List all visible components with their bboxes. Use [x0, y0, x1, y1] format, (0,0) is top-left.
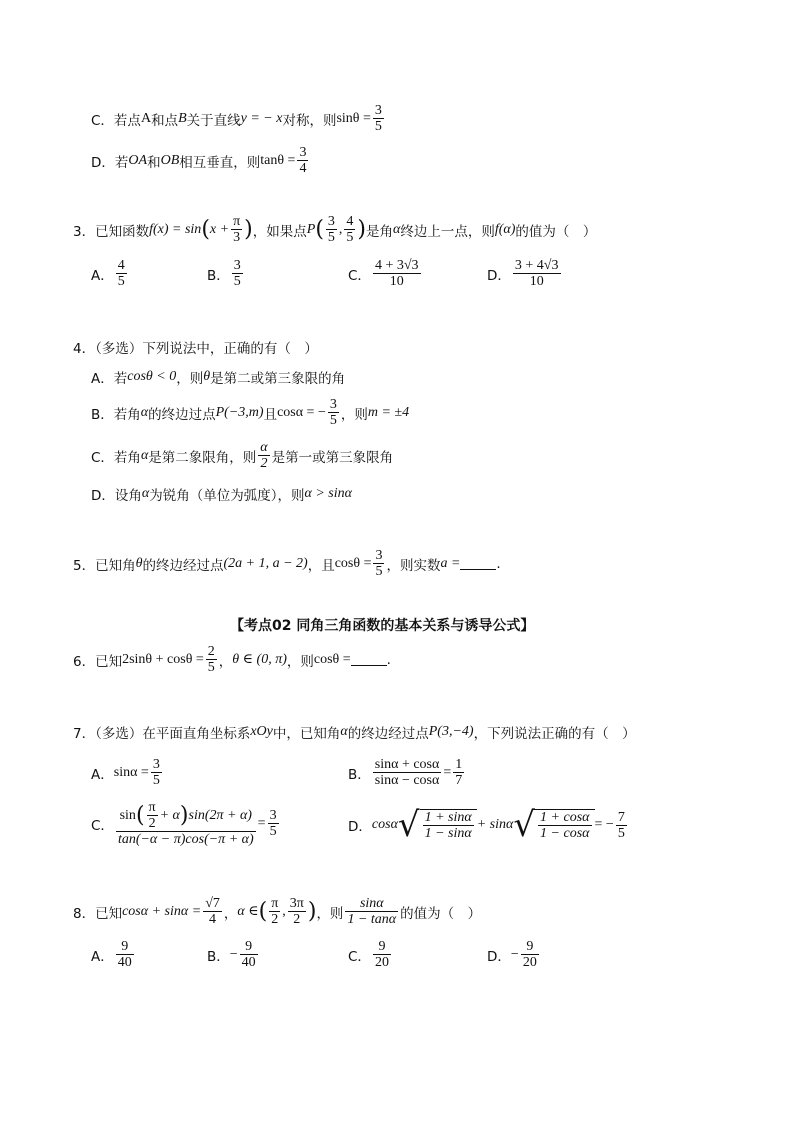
- point-b: B: [178, 110, 187, 126]
- q2-c-text: 关于直线: [186, 112, 241, 129]
- fraction-denominator: 20: [374, 955, 389, 970]
- text-span: ，则: [316, 905, 344, 922]
- text-span: 5．已知角: [73, 557, 136, 574]
- fraction-denominator: 5: [329, 413, 337, 428]
- math-symbol: (: [258, 898, 268, 924]
- fraction-numerator: 9: [521, 939, 539, 955]
- text-span: D．: [348, 819, 372, 835]
- math-expression: cosα: [371, 817, 398, 832]
- point-a: A: [140, 110, 152, 126]
- fraction-denominator: 5: [269, 824, 277, 839]
- math-expression: θ: [203, 369, 211, 384]
- fraction: [116, 258, 127, 289]
- answer-blank[interactable]: [460, 557, 496, 570]
- fraction: [345, 896, 398, 927]
- fraction: [328, 397, 339, 428]
- fraction-denominator: 5: [374, 119, 382, 134]
- math-expression: P(3,−4): [428, 724, 474, 739]
- text-span: 为锐角（单位为弧度），则: [149, 488, 305, 504]
- paren-right: ): [357, 216, 366, 242]
- math-expression: xOy: [250, 724, 273, 739]
- math-expression: cosθ < 0: [127, 369, 177, 384]
- fraction-denominator: 5: [152, 773, 160, 788]
- q8-option-a: [91, 939, 136, 970]
- math-symbol: √: [397, 805, 420, 845]
- fraction: [231, 214, 242, 245]
- fraction: [297, 145, 308, 176]
- math-expression: 2sinθ + cosθ =: [122, 651, 204, 667]
- fraction-numerator: 3: [374, 103, 382, 118]
- q7-stem: [73, 722, 636, 742]
- fraction: [258, 440, 269, 471]
- fraction-numerator: 3: [375, 548, 383, 563]
- fraction-numerator: α: [260, 440, 268, 455]
- fraction: [151, 757, 162, 788]
- text-span: D．: [487, 267, 511, 284]
- math-expression: cosα + sinα =: [122, 903, 202, 919]
- text-span: ，则: [340, 406, 368, 423]
- fraction-denominator: 10: [529, 274, 544, 289]
- fraction-numerator: sinα + cosα: [374, 757, 440, 772]
- q2-d-text: D．若: [91, 154, 129, 171]
- text-span: 且: [263, 406, 278, 423]
- fraction-denominator: tan(−α − π)cos(−π + α): [117, 832, 254, 847]
- text-span: C．若角: [91, 449, 141, 466]
- fraction-denominator: 5: [375, 564, 383, 579]
- q7-option-b: [348, 757, 466, 788]
- text-span: 中，已知角: [272, 726, 341, 742]
- q5-stem: [73, 548, 501, 579]
- fraction-numerator: 3: [327, 214, 335, 229]
- q3-option-b: [207, 258, 245, 289]
- function-expression: f(x) = sin: [149, 221, 202, 237]
- q6-stem: [73, 644, 391, 675]
- fraction-numerator: 1: [455, 757, 463, 772]
- q8-option-c: [348, 939, 393, 970]
- fraction-denominator: 5: [617, 825, 625, 841]
- fraction-denominator: 5: [233, 274, 241, 289]
- q8-stem: [73, 896, 481, 927]
- fraction: [521, 939, 539, 970]
- math-expression: cosθ =: [313, 651, 351, 667]
- q7-option-a: [91, 757, 164, 788]
- text-span: ，: [218, 653, 233, 670]
- fraction-numerator: 1 + sinα: [424, 810, 472, 825]
- fraction: [116, 939, 134, 970]
- fraction: [116, 800, 256, 847]
- alpha-symbol: α: [393, 221, 401, 237]
- fraction-denominator: 20: [522, 955, 537, 970]
- fraction: [147, 800, 158, 831]
- text-span: B．: [207, 948, 230, 965]
- math-symbol: ): [179, 802, 189, 828]
- text-span: 的值为（ ）: [400, 905, 482, 922]
- fraction-numerator: 4 + 3√3: [374, 258, 419, 273]
- fraction-numerator: 3: [299, 145, 307, 160]
- text-span: 是第二象限角，则: [148, 449, 257, 466]
- fraction: [269, 896, 280, 927]
- math-expression: x +: [209, 221, 230, 237]
- fraction: [206, 644, 217, 675]
- math-expression: α > sinα: [304, 486, 352, 501]
- text-span: sin(2π + α): [188, 808, 252, 823]
- fraction-numerator: 3π: [289, 896, 304, 911]
- fraction-denominator: 5: [117, 274, 125, 289]
- fraction-denominator: 1 − tanα: [347, 912, 397, 927]
- point-p: P: [306, 221, 316, 237]
- text-span: A．若: [91, 371, 128, 387]
- math-symbol: ): [307, 898, 317, 924]
- q7-option-c: [91, 800, 281, 847]
- fraction-numerator: 9: [116, 939, 134, 955]
- math-expression: sinα =: [113, 764, 149, 780]
- q3-text: 是角: [366, 223, 393, 240]
- fraction-numerator: 9: [240, 939, 258, 955]
- q8-option-b: [207, 939, 260, 970]
- fraction: [513, 258, 561, 289]
- square-root: [513, 805, 594, 845]
- fraction-denominator: 2: [260, 456, 268, 471]
- text-span: C．: [348, 267, 371, 284]
- q3-text: 的值为（ ）: [515, 223, 597, 240]
- fraction: [268, 808, 279, 839]
- fraction-denominator: 4: [299, 161, 307, 176]
- text-span: B．: [348, 766, 371, 783]
- q2-d-text: 和: [147, 154, 161, 171]
- math-expression: θ ∈ (0, π): [232, 652, 287, 667]
- math-expression: α: [140, 447, 149, 463]
- vector-oa: OA: [128, 152, 148, 168]
- fraction: [373, 258, 421, 289]
- q2-c-text: 和点: [151, 112, 179, 129]
- text-span: ，下列说法正确的有（ ）: [473, 726, 636, 742]
- fraction-numerator: 3: [233, 258, 241, 273]
- fraction-denominator: 1 − sinα: [424, 826, 472, 841]
- math-symbol: (: [135, 802, 145, 828]
- q8-option-d: [487, 939, 541, 970]
- fraction-denominator: 40: [117, 955, 132, 970]
- text-span: B．: [207, 267, 230, 284]
- fraction: [373, 103, 384, 134]
- q3-text: 3．已知函数: [73, 223, 150, 240]
- math-expression: α: [140, 404, 149, 420]
- math-symbol: √: [513, 805, 536, 845]
- q4-stem: 4．（多选）下列说法中，正确的有（ ）: [73, 341, 318, 357]
- fraction-denominator: 2: [271, 912, 279, 927]
- q2-c-text: 对称，则: [282, 112, 337, 129]
- text-span: A．: [91, 766, 114, 783]
- fraction: [373, 939, 391, 970]
- fraction-denominator: 7: [455, 773, 463, 788]
- math-expression: θ: [135, 555, 143, 571]
- fraction: [288, 896, 306, 927]
- fraction-numerator: 3 + 4√3: [514, 258, 559, 273]
- text-span: ，且: [307, 557, 335, 574]
- math-expression: ,: [282, 903, 286, 919]
- math-expression: = −: [594, 817, 614, 832]
- fraction: [203, 896, 222, 927]
- fraction-denominator: 3: [233, 230, 241, 245]
- fraction-denominator: 1 − cosα: [540, 826, 590, 841]
- text-span: C．: [91, 817, 114, 834]
- q3-text: ，如果点: [252, 223, 307, 240]
- fraction-numerator: 9: [373, 939, 391, 955]
- fraction-denominator: 5: [346, 230, 354, 245]
- section-title: 【考点02 同角三角函数的基本关系与诱导公式】: [230, 618, 535, 634]
- fraction-numerator: 2: [207, 644, 215, 659]
- fraction-numerator: 7: [617, 809, 625, 825]
- paren-left: (: [201, 216, 210, 242]
- paren-left: (: [315, 216, 324, 242]
- fraction-numerator: sinα: [345, 896, 398, 912]
- fraction-denominator: 5: [327, 230, 335, 245]
- fraction-denominator: 2: [293, 912, 301, 927]
- fraction-denominator: 4: [209, 912, 217, 927]
- text-span: D．: [487, 948, 511, 965]
- q2-option-d: [91, 145, 310, 176]
- math-expression: m = ±4: [367, 404, 410, 420]
- text-span: B．若角: [91, 406, 141, 423]
- math-expression: (2a + 1, a − 2): [223, 555, 308, 571]
- square-root: [397, 805, 477, 845]
- q2-option-c: [91, 103, 386, 134]
- fraction-numerator: π: [271, 896, 279, 911]
- text-span: 的终边过点: [148, 406, 216, 423]
- math-expression: a =: [440, 555, 461, 571]
- fraction: [453, 757, 464, 788]
- text-span: ，则实数: [386, 557, 441, 574]
- text-span: [420, 809, 477, 841]
- fraction: [373, 548, 384, 579]
- math-expression: α: [340, 724, 348, 739]
- math-expression: cosα = −: [277, 404, 326, 420]
- fraction-numerator: π: [148, 800, 156, 815]
- fraction-numerator: 1 + cosα: [540, 810, 590, 825]
- math-expression: α: [141, 486, 150, 501]
- math-expression: P(−3,m): [215, 404, 264, 420]
- fraction-numerator: π: [233, 214, 241, 229]
- q2-c-text: C．若点: [91, 112, 141, 129]
- fraction-numerator: 3: [329, 397, 337, 412]
- text-span: D．设角: [91, 488, 142, 504]
- text-span: 8．已知: [73, 905, 123, 922]
- fraction: [423, 810, 474, 841]
- text-span: + α: [159, 808, 180, 823]
- q4-option-c: [91, 440, 393, 471]
- fraction-denominator: 2: [148, 816, 156, 831]
- text-span: A．: [91, 948, 114, 965]
- vector-ob: OB: [160, 152, 180, 168]
- fraction: [326, 214, 337, 245]
- text-span: [535, 809, 594, 841]
- text-span: 是第二或第三象限的角: [210, 371, 346, 387]
- q3-option-c: [348, 258, 423, 289]
- q3-option-a: [91, 258, 129, 289]
- fraction-numerator: 4: [117, 258, 125, 273]
- q4-option-b: [91, 397, 409, 428]
- text-span: ，: [223, 905, 238, 922]
- function-value: f(α): [494, 221, 516, 237]
- fraction-numerator: √7: [205, 896, 220, 911]
- fraction-denominator: 10: [389, 274, 404, 289]
- q4-option-a: [91, 367, 345, 387]
- fraction: [373, 757, 442, 788]
- text-span: .: [496, 555, 501, 572]
- math-expression: α ∈: [237, 904, 259, 919]
- text-span: 7．（多选）在平面直角坐标系: [73, 726, 251, 742]
- paren-right: ): [244, 216, 253, 242]
- line-equation: y = − x: [240, 110, 283, 126]
- math-expression: tanθ =: [260, 152, 296, 168]
- text-span: 的终边经过点: [142, 557, 224, 574]
- math-expression: =: [443, 764, 452, 780]
- text-span: ，则: [176, 371, 204, 387]
- math-expression: cosθ =: [334, 555, 372, 571]
- q2-d-text: 相互垂直，则: [179, 154, 261, 171]
- q7-option-d: [348, 805, 629, 845]
- text-span: 6．已知: [73, 653, 123, 670]
- text-span: ，则: [286, 653, 314, 670]
- fraction-numerator: 4: [346, 214, 354, 229]
- text-span: C．: [348, 948, 371, 965]
- fraction: [240, 939, 258, 970]
- fraction: [232, 258, 243, 289]
- fraction: [344, 214, 355, 245]
- fraction-numerator: 3: [269, 808, 277, 823]
- text-span: A．: [91, 267, 114, 284]
- q3-option-d: [487, 258, 563, 289]
- text-span: .: [386, 651, 391, 668]
- math-expression: −: [510, 946, 519, 962]
- math-expression: ,: [338, 221, 343, 237]
- text-span: 的终边经过点: [347, 726, 429, 742]
- text-span: sin: [119, 808, 136, 823]
- fraction: [616, 810, 627, 841]
- fraction-numerator: [116, 800, 256, 832]
- fraction: [538, 810, 591, 841]
- fraction-numerator: 3: [152, 757, 160, 772]
- math-expression: =: [257, 815, 266, 831]
- math-expression: −: [229, 946, 238, 962]
- answer-blank[interactable]: [351, 653, 387, 666]
- text-span: 是第一或第三象限角: [271, 449, 394, 466]
- q3-stem: [73, 214, 596, 245]
- q3-text: 终边上一点，则: [400, 223, 495, 240]
- fraction-denominator: 40: [241, 955, 256, 970]
- fraction-denominator: 5: [207, 660, 215, 675]
- q4-option-d: [91, 484, 352, 504]
- math-expression: sinθ =: [336, 110, 371, 126]
- fraction-denominator: sinα − cosα: [374, 773, 440, 788]
- math-expression: + sinα: [476, 817, 514, 832]
